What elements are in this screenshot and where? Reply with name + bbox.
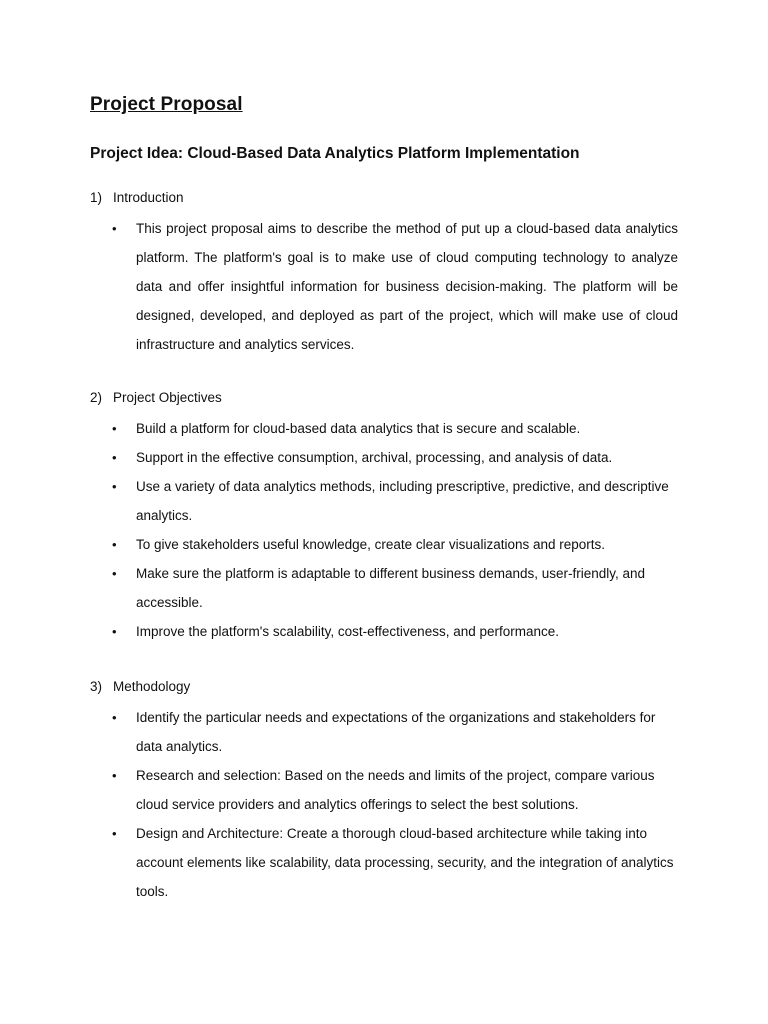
list-item <box>0 819 768 906</box>
introduction-bullet-list <box>0 214 768 359</box>
bullet-text: Build a platform for cloud-based data analytics that is secure and scalable. <box>136 421 581 436</box>
bullet-text: This project proposal aims to describe the method of put up a cloud-based data analytics platform. The platform's goal is to make use of cloud computing technology to analyze data and offer insightful information for business decision-making. The platform will be designed, developed, and deployed as part of the project, which will make use of cloud infrastructure and analytics services. <box>136 221 678 352</box>
section-title: Project Objectives <box>113 390 222 405</box>
bullet-text: Identify the particular needs and expectations of the organizations and stakeholders for data analytics. <box>136 710 656 754</box>
section-heading-methodology <box>90 679 190 694</box>
list-item <box>0 530 768 559</box>
bullet-icon: • <box>112 566 117 581</box>
objectives-bullet-list <box>0 414 768 646</box>
bullet-text: Improve the platform's scalability, cost-effectiveness, and performance. <box>136 624 560 639</box>
bullet-text: Research and selection: Based on the needs and limits of the project, compare various cloud service providers and analytics offerings to select the best solutions. <box>136 768 655 812</box>
section-title: Introduction <box>113 190 184 205</box>
project-idea-heading: Project Idea: Cloud-Based Data Analytics Platform Implementation <box>90 145 580 162</box>
bullet-icon: • <box>112 624 117 639</box>
section-number: 3) <box>90 679 103 694</box>
list-item <box>0 414 768 443</box>
bullet-text: Make sure the platform is adaptable to different business demands, user-friendly, and accessible. <box>136 566 646 610</box>
list-item <box>0 617 768 646</box>
bullet-text: To give stakeholders useful knowledge, create clear visualizations and reports. <box>136 537 606 552</box>
bullet-icon: • <box>112 768 117 783</box>
bullet-icon: • <box>112 479 117 494</box>
bullet-text: Use a variety of data analytics methods, including prescriptive, predictive, and descriptive analytics. <box>136 479 669 523</box>
list-item <box>0 703 768 761</box>
bullet-icon: • <box>112 537 117 552</box>
bullet-text: Design and Architecture: Create a thorough cloud-based architecture while taking into account elements like scalability, data processing, security, and the integration of analytics tools. <box>136 826 674 899</box>
bullet-icon: • <box>112 421 117 436</box>
section-heading-introduction <box>90 190 184 205</box>
bullet-icon: • <box>112 450 117 465</box>
list-item <box>0 472 768 530</box>
list-item <box>0 214 768 359</box>
section-heading-project-objectives <box>90 390 222 405</box>
section-number: 2) <box>90 390 103 405</box>
section-title: Methodology <box>113 679 191 694</box>
bullet-icon: • <box>112 221 117 236</box>
bullet-text: Support in the effective consumption, archival, processing, and analysis of data. <box>136 450 613 465</box>
document-title: Project Proposal <box>90 94 243 115</box>
methodology-bullet-list <box>0 703 768 906</box>
list-item <box>0 559 768 617</box>
bullet-icon: • <box>112 710 117 725</box>
section-number: 1) <box>90 190 103 205</box>
list-item <box>0 761 768 819</box>
bullet-icon: • <box>112 826 117 841</box>
list-item <box>0 443 768 472</box>
